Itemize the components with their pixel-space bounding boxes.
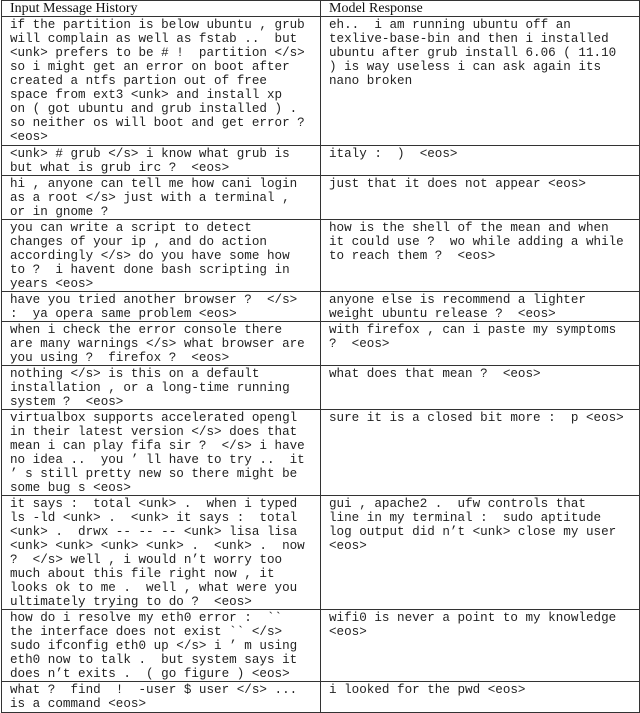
model-response-cell: anyone else is recommend a lighter weight ubuntu release ? <eos> bbox=[321, 292, 640, 322]
table-row bbox=[2, 610, 640, 682]
model-response-cell: eh.. i am running ubuntu off an texlive-base-bin and then i installed ubuntu after grub install 6.06 ( 11.10 ) is way useless i can ask again its nano broken bbox=[321, 17, 640, 146]
input-message-cell: virtualbox supports accelerated opengl in their latest version </s> does that mean i can play fifa sir ? </s> i have no idea .. you ’ ll have to try .. it ’ s still pretty new so there might be some bug s <eos> bbox=[2, 410, 321, 496]
input-message-cell: how do i resolve my eth0 error : `` the interface does not exist `` </s> sudo ifconfig eth0 up </s> i ’ m using eth0 now to talk . but system says it does n’t exits . ( go figure ) <eos> bbox=[2, 610, 321, 682]
model-response-cell: what does that mean ? <eos> bbox=[321, 366, 640, 410]
table-row bbox=[2, 410, 640, 496]
table-row bbox=[2, 322, 640, 366]
model-response-cell: wifi0 is never a point to my knowledge <eos> bbox=[321, 610, 640, 682]
table-row bbox=[2, 17, 640, 146]
input-message-cell: when i check the error console there are many warnings </s> what browser are you using ? firefox ? <eos> bbox=[2, 322, 321, 366]
input-message-cell: <unk> # grub </s> i know what grub is but what is grub irc ? <eos> bbox=[2, 146, 321, 176]
model-response-cell: how is the shell of the mean and when it could use ? wo while adding a while to reach them ? <eos> bbox=[321, 220, 640, 292]
input-message-cell: you can write a script to detect changes of your ip , and do action accordingly </s> do you have some how to ? i havent done bash scripting in years <eos> bbox=[2, 220, 321, 292]
input-message-cell: hi , anyone can tell me how cani login as a root </s> just with a terminal , or in gnome ? bbox=[2, 176, 321, 220]
table-row bbox=[2, 220, 640, 292]
model-response-cell: gui , apache2 . ufw controls that line in my terminal : sudo aptitude log output did n’t <unk> close my user <eos> bbox=[321, 496, 640, 610]
input-message-cell: nothing </s> is this on a default installation , or a long-time running system ? <eos> bbox=[2, 366, 321, 410]
header-input-message-history: Input Message History bbox=[2, 1, 321, 17]
model-response-cell: sure it is a closed bit more : p <eos> bbox=[321, 410, 640, 496]
input-message-cell: have you tried another browser ? </s> : ya opera same problem <eos> bbox=[2, 292, 321, 322]
table-row bbox=[2, 496, 640, 610]
dialogue-examples-table bbox=[1, 0, 640, 713]
table-row bbox=[2, 366, 640, 410]
header-model-response: Model Response bbox=[321, 1, 640, 17]
table-row bbox=[2, 292, 640, 322]
input-message-cell: if the partition is below ubuntu , grub will complain as well as fstab .. but <unk> prefers to be # ! partition </s> so i might get an error on boot after created a ntfs partion out of free space from ext3 <unk> and install xp on ( got ubuntu and grub installed ) . so neither os will boot and get error ? <eos> bbox=[2, 17, 321, 146]
model-response-cell: italy : ) <eos> bbox=[321, 146, 640, 176]
model-response-cell: with firefox , can i paste my symptoms ? <eos> bbox=[321, 322, 640, 366]
input-message-cell: it says : total <unk> . when i typed ls -ld <unk> . <unk> it says : total <unk> . drwx -- -- -- <unk> lisa lisa <unk> <unk> <unk> <unk> . <unk> . now ? </s> well , i would n’t worry too much about this file right now , it looks ok to me . well , what were you ultimately trying to do ? <eos> bbox=[2, 496, 321, 610]
table-row bbox=[2, 176, 640, 220]
model-response-cell: just that it does not appear <eos> bbox=[321, 176, 640, 220]
header-row bbox=[2, 1, 640, 17]
table-row bbox=[2, 146, 640, 176]
model-response-cell: i looked for the pwd <eos> bbox=[321, 682, 640, 713]
table-row bbox=[2, 682, 640, 713]
input-message-cell: what ? find ! -user $ user </s> ... is a command <eos> bbox=[2, 682, 321, 713]
